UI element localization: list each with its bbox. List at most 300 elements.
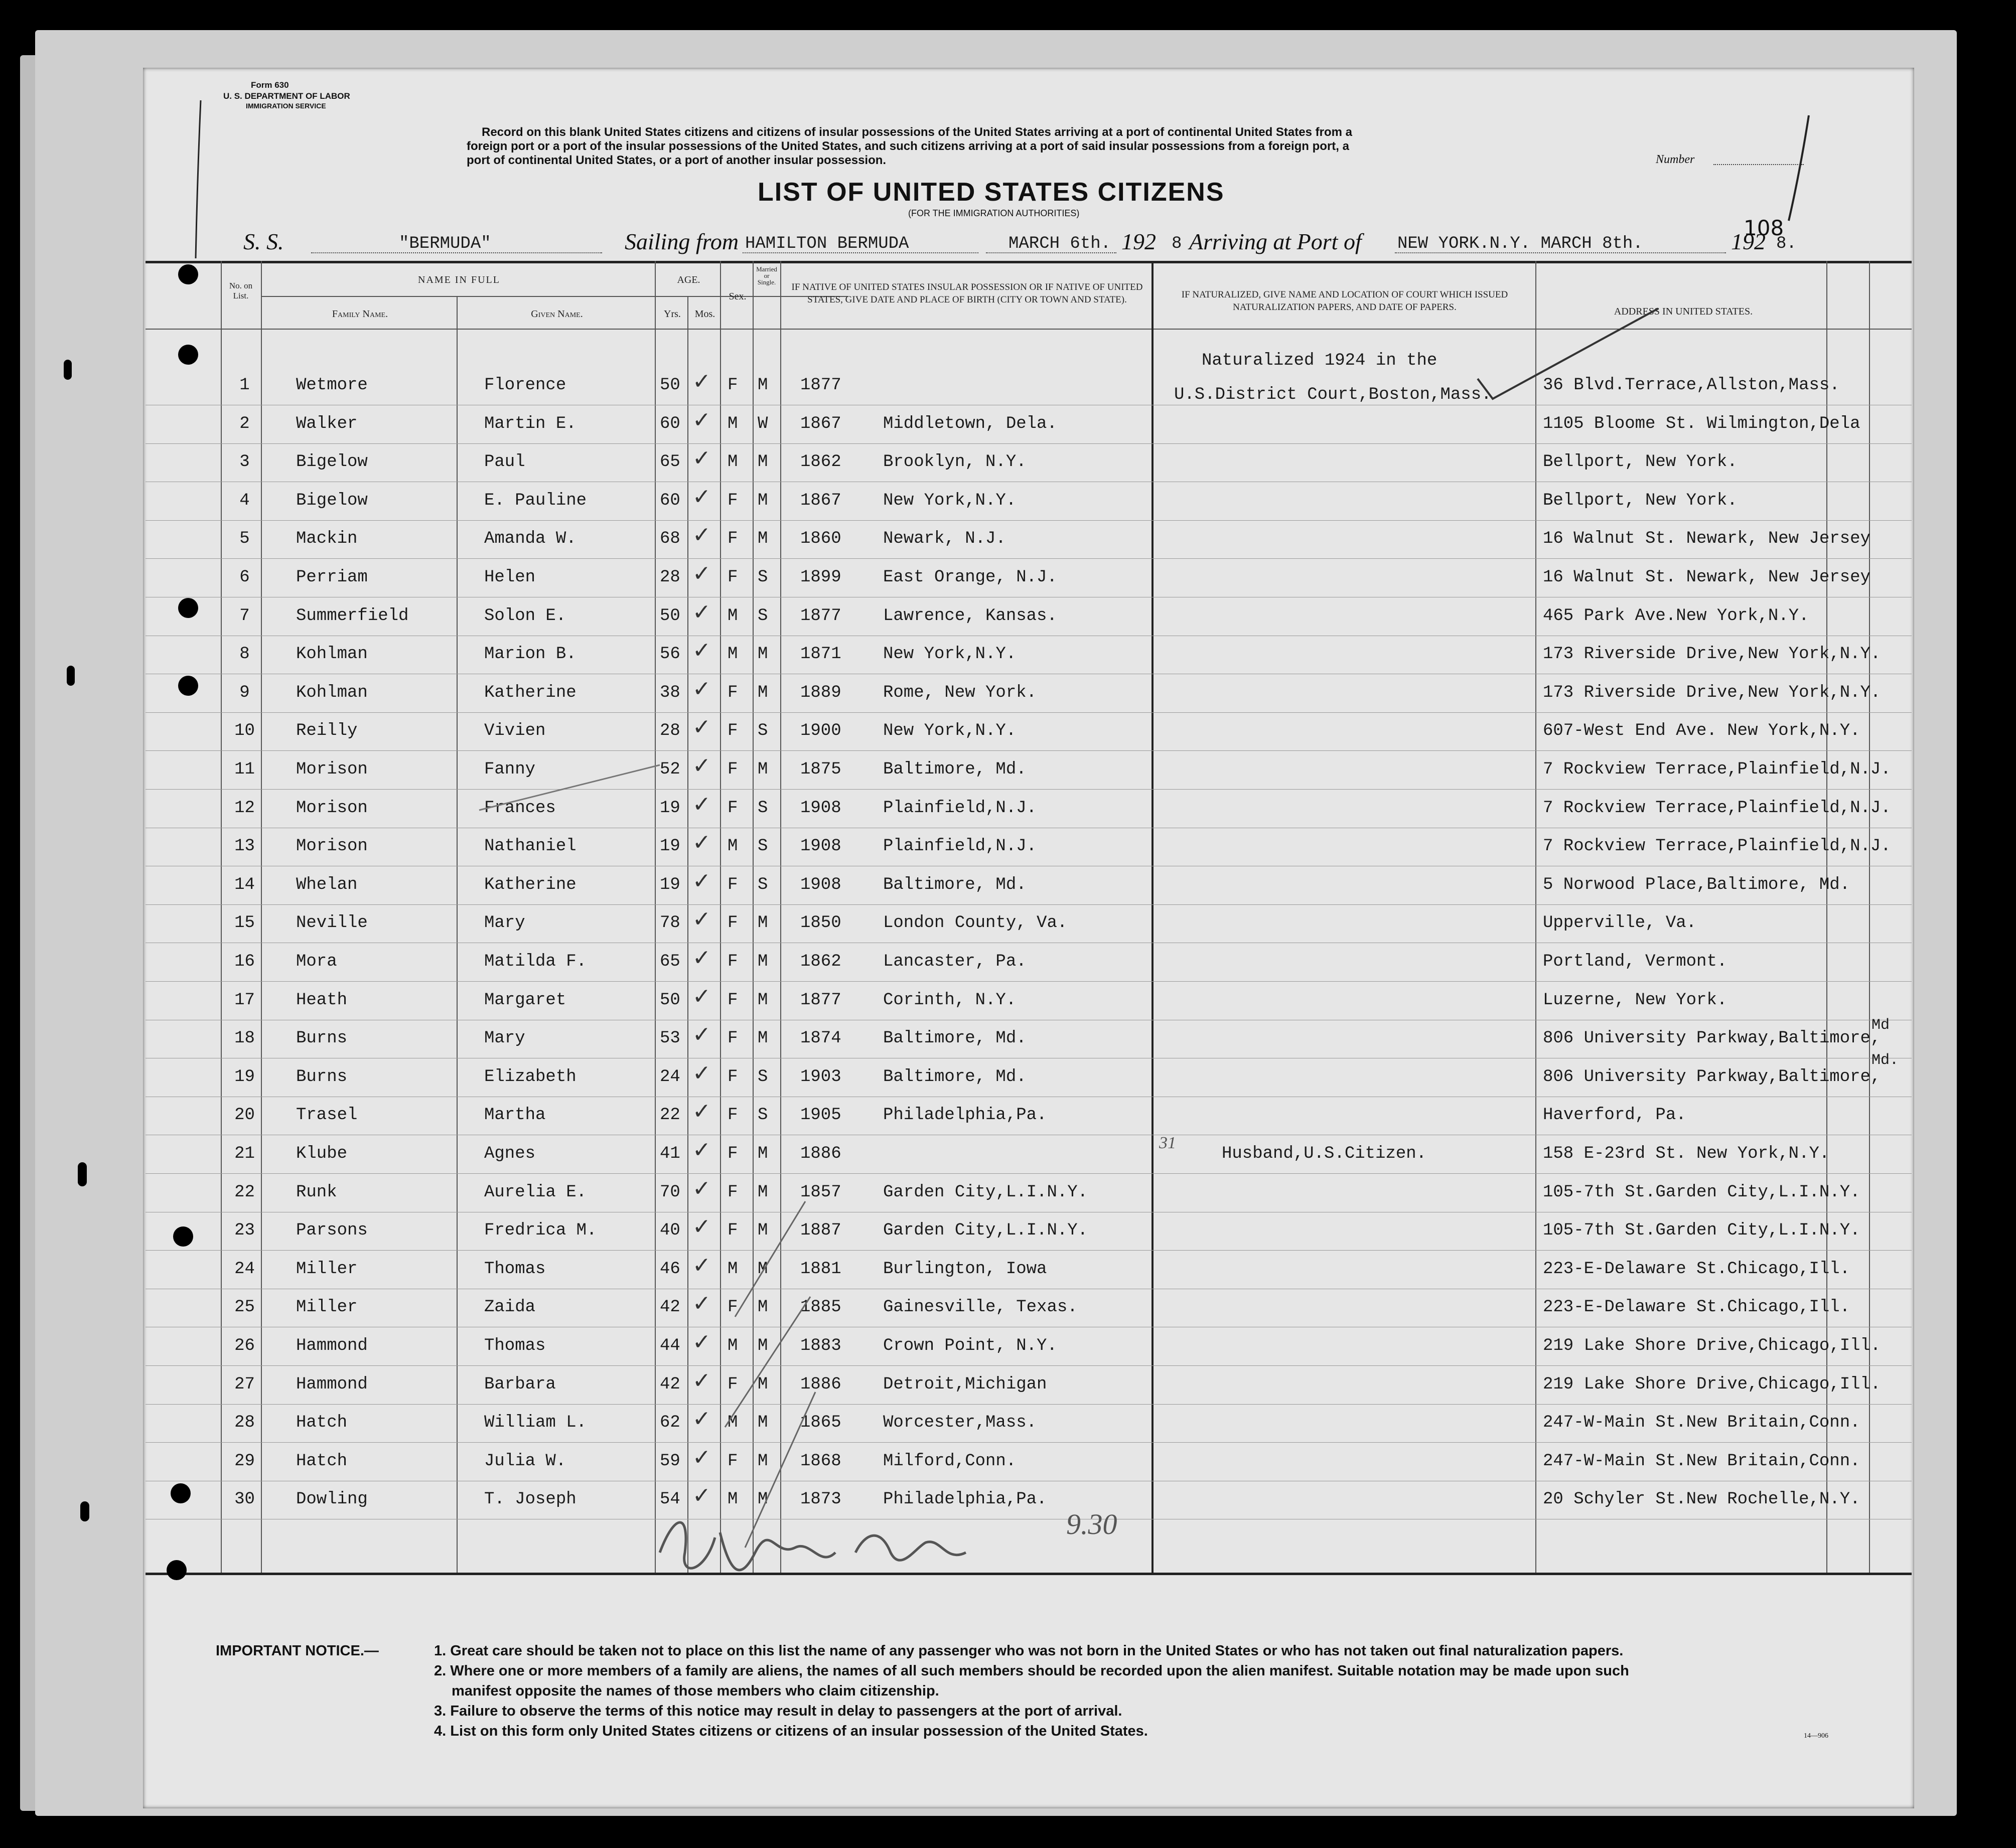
age-years: 19 <box>660 837 680 856</box>
address: 7 Rockview Terrace,Plainfield,N.J. <box>1543 837 1891 856</box>
family-name: Trasel <box>296 1106 358 1125</box>
address: 465 Park Ave.New York,N.Y. <box>1543 606 1809 626</box>
given-name: Julia W. <box>484 1451 566 1471</box>
family-name: Hammond <box>296 1336 368 1355</box>
sex: F <box>728 875 738 894</box>
given-name: Margaret <box>484 990 566 1010</box>
check-mark <box>1473 303 1663 404</box>
birth-year: 1867 <box>800 414 841 433</box>
sex: M <box>728 645 738 664</box>
sailing-date: MARCH 6th. <box>1009 234 1111 253</box>
birth-year: 1908 <box>800 837 841 856</box>
sex: F <box>728 1029 738 1048</box>
birth-place: Middletown, Dela. <box>883 414 1057 433</box>
address: 1105 Bloome St. Wilmington,Dela <box>1543 414 1860 433</box>
row-rule <box>146 520 1912 521</box>
table-row <box>143 1406 1914 1445</box>
address: 219 Lake Shore Drive,Chicago,Ill. <box>1543 1336 1881 1355</box>
sex: F <box>728 1106 738 1125</box>
marital-status: M <box>758 491 768 510</box>
table-row <box>143 830 1914 868</box>
marital-status: M <box>758 990 768 1010</box>
address: Bellport, New York. <box>1543 452 1738 472</box>
row-number: 26 <box>234 1336 255 1355</box>
age-years: 41 <box>660 1144 680 1163</box>
given-name: Mary <box>484 1029 525 1048</box>
birth-place: Philadelphia,Pa. <box>883 1490 1047 1509</box>
arriving-label: Arriving at Port of <box>1189 229 1362 254</box>
marital-status: M <box>758 645 768 664</box>
given-name: Fredrica M. <box>484 1221 597 1241</box>
verification-check-icon: ✓ <box>692 1444 711 1470</box>
row-number: 20 <box>234 1106 255 1125</box>
age-years: 59 <box>660 1451 680 1471</box>
family-name: Mora <box>296 952 337 971</box>
address: Portland, Vermont. <box>1543 952 1727 971</box>
address: 16 Walnut St. Newark, New Jersey <box>1543 529 1870 549</box>
sex: F <box>728 1298 738 1317</box>
header-address: ADDRESS IN UNITED STATES. <box>1614 306 1753 317</box>
row-number: 24 <box>234 1259 255 1279</box>
table-row <box>143 868 1914 907</box>
address: 105-7th St.Garden City,L.I.N.Y. <box>1543 1221 1860 1241</box>
birth-place: Rome, New York. <box>883 683 1037 702</box>
sex: F <box>728 1451 738 1471</box>
sex: F <box>728 1221 738 1241</box>
birth-year: 1862 <box>800 952 841 971</box>
birth-year: 1908 <box>800 798 841 818</box>
verification-check-icon: ✓ <box>692 1367 711 1394</box>
address: 173 Riverside Drive,New York,N.Y. <box>1543 645 1881 664</box>
given-name: Katherine <box>484 683 577 702</box>
address: 219 Lake Shore Drive,Chicago,Ill. <box>1543 1374 1881 1394</box>
punch-hole <box>178 345 198 365</box>
marital-status: M <box>758 952 768 971</box>
sex: F <box>728 721 738 741</box>
family-name: Mackin <box>296 529 358 549</box>
birth-place: Brooklyn, N.Y. <box>883 452 1027 472</box>
sex: F <box>728 952 738 971</box>
age-years: 52 <box>660 760 680 779</box>
birth-year: 1877 <box>800 606 841 626</box>
verification-check-icon: ✓ <box>692 1252 711 1278</box>
verification-check-icon: ✓ <box>692 445 711 472</box>
family-name: Reilly <box>296 721 358 741</box>
given-name: Zaida <box>484 1298 536 1317</box>
verification-check-icon: ✓ <box>692 1099 711 1125</box>
header-birth: IF NATIVE OF UNITED STATES INSULAR POSSESSION OR IF NATIVE OF UNITED STATES, GIVE DATE AND PLACE OF BIRTH (CITY OR TOWN AND STATE). <box>791 282 1143 305</box>
sex: F <box>728 1374 738 1394</box>
address: 20 Schyler St.New Rochelle,N.Y. <box>1543 1490 1860 1509</box>
row-number: 25 <box>234 1298 255 1317</box>
table-row <box>143 792 1914 830</box>
family-name: Perriam <box>296 568 368 587</box>
verification-check-icon: ✓ <box>692 561 711 586</box>
given-name: Vivien <box>484 721 546 741</box>
given-name: Helen <box>484 568 536 587</box>
table-row <box>143 484 1914 523</box>
birth-year: 1881 <box>800 1259 841 1279</box>
punch-hole <box>171 1483 191 1503</box>
given-name: Paul <box>484 452 525 472</box>
birth-place: East Orange, N.J. <box>883 568 1057 587</box>
address: 7 Rockview Terrace,Plainfield,N.J. <box>1543 760 1891 779</box>
table-row <box>143 984 1914 1022</box>
punch-hole <box>167 1560 187 1580</box>
birth-place: New York,N.Y. <box>883 721 1017 741</box>
age-years: 65 <box>660 952 680 971</box>
sex: M <box>728 1413 738 1433</box>
family-name: Bigelow <box>296 491 368 510</box>
punch-hole <box>78 1162 87 1186</box>
age-years: 50 <box>660 606 680 626</box>
row-number: 13 <box>234 837 255 856</box>
age-years: 60 <box>660 491 680 510</box>
notice-item-2b: manifest opposite the names of those members who claim citizenship. <box>452 1683 939 1699</box>
header-mos: Mos. <box>694 309 715 320</box>
given-name: Elizabeth <box>484 1067 577 1087</box>
year-prefix: 192 <box>1121 229 1156 254</box>
row-number: 4 <box>239 491 250 510</box>
age-years: 70 <box>660 1182 680 1202</box>
address: Upperville, Va. <box>1543 913 1697 933</box>
sex: M <box>728 1259 738 1279</box>
row-number: 5 <box>239 529 250 549</box>
manifest-page <box>143 68 1914 1808</box>
family-name: Hatch <box>296 1413 348 1433</box>
given-name: Fanny <box>484 760 536 779</box>
sex: F <box>728 1144 738 1163</box>
family-name: Burns <box>296 1067 348 1087</box>
birth-year: 1899 <box>800 568 841 587</box>
given-name: Nathaniel <box>484 837 577 856</box>
md-note-2: Md. <box>1871 1052 1899 1069</box>
birth-year: 1886 <box>800 1374 841 1394</box>
birth-place: Worcester,Mass. <box>883 1413 1037 1433</box>
sex: F <box>728 760 738 779</box>
given-name: Thomas <box>484 1259 546 1279</box>
address: 158 E-23rd St. New York,N.Y. <box>1543 1144 1830 1163</box>
family-name: Kohlman <box>296 645 368 664</box>
birth-place: Milford,Conn. <box>883 1451 1017 1471</box>
row-number: 18 <box>234 1029 255 1048</box>
marital-status: S <box>758 837 768 856</box>
table-row <box>143 945 1914 984</box>
header-family-name: Family Name. <box>332 309 388 320</box>
birth-year: 1905 <box>800 1106 841 1125</box>
birth-place: Burlington, Iowa <box>883 1259 1047 1279</box>
age-years: 68 <box>660 529 680 549</box>
number-label: Number <box>1656 153 1695 166</box>
sex: F <box>728 1067 738 1087</box>
age-years: 53 <box>660 1029 680 1048</box>
row-number: 14 <box>234 875 255 894</box>
marital-status: M <box>758 1374 768 1394</box>
birth-place: Gainesville, Texas. <box>883 1298 1078 1317</box>
birth-year: 1908 <box>800 875 841 894</box>
address: Haverford, Pa. <box>1543 1106 1686 1125</box>
pen-stroke <box>1784 113 1814 223</box>
address: 173 Riverside Drive,New York,N.Y. <box>1543 683 1881 702</box>
notice-item-2a: 2. Where one or more members of a family are aliens, the names of all such members should be recorded upon the alien manifest. Suitable notation may be made upon such <box>434 1663 1629 1679</box>
notice-item-3: 3. Failure to observe the terms of this notice may result in delay to passengers at the port of arrival. <box>434 1703 1122 1719</box>
header-given-name: Given Name. <box>531 309 583 320</box>
address: 16 Walnut St. Newark, New Jersey <box>1543 568 1870 587</box>
marital-status: M <box>758 913 768 933</box>
marital-status: M <box>758 1298 768 1317</box>
family-name: Morison <box>296 798 368 818</box>
marital-status: M <box>758 1413 768 1433</box>
birth-place: Plainfield,N.J. <box>883 798 1037 818</box>
family-name: Kohlman <box>296 683 368 702</box>
family-name: Miller <box>296 1259 358 1279</box>
header-married-single: Married or Single. <box>756 265 777 286</box>
address: 223-E-Delaware St.Chicago,Ill. <box>1543 1259 1850 1279</box>
md-note-1: Md <box>1871 1017 1890 1034</box>
address: 105-7th St.Garden City,L.I.N.Y. <box>1543 1182 1860 1202</box>
row-rule <box>146 1173 1912 1174</box>
given-name: Amanda W. <box>484 529 577 549</box>
row-number: 3 <box>239 452 250 472</box>
verification-check-icon: ✓ <box>692 830 711 856</box>
birth-place: Crown Point, N.Y. <box>883 1336 1057 1355</box>
verification-check-icon: ✓ <box>692 906 711 933</box>
table-row <box>143 1099 1914 1137</box>
marital-status: M <box>758 1336 768 1355</box>
header-naturalized: IF NATURALIZED, GIVE NAME AND LOCATION OF COURT WHICH ISSUED NATURALIZATION PAPERS, AND DATE OF PAPERS. <box>1181 289 1508 313</box>
sex: F <box>728 798 738 818</box>
marital-status: M <box>758 760 768 779</box>
punch-hole <box>80 1501 89 1521</box>
table-row <box>143 1445 1914 1483</box>
naturalized-note-line-2: U.S.District Court,Boston,Mass. <box>1174 385 1492 404</box>
birth-year: 1873 <box>800 1490 841 1509</box>
marital-status: S <box>758 875 768 894</box>
table-row <box>143 1368 1914 1407</box>
family-name: Bigelow <box>296 452 368 472</box>
birth-year: 1874 <box>800 1029 841 1048</box>
verification-check-icon: ✓ <box>692 599 711 625</box>
given-name: William L. <box>484 1413 587 1433</box>
intro-line-1: Record on this blank United States citizens and citizens of insular possessions of the United States arriving at a port of continental United States from a <box>482 125 1352 139</box>
row-number: 11 <box>234 760 255 779</box>
birth-year: 1886 <box>800 1144 841 1163</box>
marital-status: M <box>758 1451 768 1471</box>
birth-place: New York,N.Y. <box>883 645 1017 664</box>
page-title: LIST OF UNITED STATES CITIZENS <box>758 178 1225 207</box>
pencil-line <box>474 760 665 820</box>
verification-check-icon: ✓ <box>692 1175 711 1201</box>
age-years: 42 <box>660 1374 680 1394</box>
sailing-from: HAMILTON BERMUDA <box>745 234 909 253</box>
given-name: Martha <box>484 1106 546 1125</box>
birth-place: Garden City,L.I.N.Y. <box>883 1221 1088 1241</box>
given-name: T. Joseph <box>484 1490 577 1509</box>
row-number: 1 <box>239 376 250 395</box>
header-sex: Sex. <box>729 291 747 302</box>
marital-status: S <box>758 1106 768 1125</box>
verification-check-icon: ✓ <box>692 753 711 779</box>
birth-place: Corinth, N.Y. <box>883 990 1017 1010</box>
birth-year: 1867 <box>800 491 841 510</box>
given-name: Solon E. <box>484 606 566 626</box>
birth-year: 1889 <box>800 683 841 702</box>
marital-status: M <box>758 1221 768 1241</box>
notice-item-4: 4. List on this form only United States citizens or citizens of an insular possession of the United States. <box>434 1723 1148 1739</box>
marital-status: M <box>758 452 768 472</box>
table-row <box>143 1253 1914 1291</box>
birth-place: Philadelphia,Pa. <box>883 1106 1047 1125</box>
row-rule <box>146 1250 1912 1251</box>
given-name: Martin E. <box>484 414 577 433</box>
given-name: Mary <box>484 913 525 933</box>
marital-status: M <box>758 683 768 702</box>
table-top-border <box>146 261 1912 263</box>
birth-place: Plainfield,N.J. <box>883 837 1037 856</box>
punch-hole <box>64 360 72 380</box>
given-name: Thomas <box>484 1336 546 1355</box>
row-number: 29 <box>234 1451 255 1471</box>
birth-place: Lancaster, Pa. <box>883 952 1027 971</box>
verification-check-icon: ✓ <box>692 1060 711 1086</box>
birth-year: 1900 <box>800 721 841 741</box>
table-row <box>143 1214 1914 1253</box>
family-name: Neville <box>296 913 368 933</box>
family-name: Heath <box>296 990 348 1010</box>
row-rule <box>146 981 1912 982</box>
birth-year: 1868 <box>800 1451 841 1471</box>
sex: M <box>728 1490 738 1509</box>
punch-hole <box>67 666 75 686</box>
family-name: Hammond <box>296 1374 368 1394</box>
birth-place: Baltimore, Md. <box>883 875 1027 894</box>
age-years: 50 <box>660 376 680 395</box>
address: 5 Norwood Place,Baltimore, Md. <box>1543 875 1850 894</box>
verification-check-icon: ✓ <box>692 983 711 1009</box>
birth-year: 1850 <box>800 913 841 933</box>
row-rule <box>146 750 1912 751</box>
row-number: 28 <box>234 1413 255 1433</box>
birth-year: 1857 <box>800 1182 841 1202</box>
header-name-in-full: NAME IN FULL <box>418 274 500 285</box>
row-number: 16 <box>234 952 255 971</box>
family-name: Klube <box>296 1144 348 1163</box>
marital-status: M <box>758 1182 768 1202</box>
birth-year: 1885 <box>800 1298 841 1317</box>
verification-check-icon: ✓ <box>692 791 711 817</box>
sex: F <box>728 683 738 702</box>
age-years: 62 <box>660 1413 680 1433</box>
row-number: 2 <box>239 414 250 433</box>
marital-status: S <box>758 721 768 741</box>
row-number: 30 <box>234 1490 255 1509</box>
page-subtitle: (FOR THE IMMIGRATION AUTHORITIES) <box>908 208 1080 218</box>
marital-status: W <box>758 414 768 433</box>
table-row <box>143 676 1914 715</box>
given-name: Matilda F. <box>484 952 587 971</box>
punch-hole <box>178 264 198 284</box>
marital-status: M <box>758 529 768 549</box>
table-row <box>143 445 1914 484</box>
birth-year: 1865 <box>800 1413 841 1433</box>
age-years: 42 <box>660 1298 680 1317</box>
sex: M <box>728 1336 738 1355</box>
sex: F <box>728 491 738 510</box>
marital-status: S <box>758 606 768 626</box>
birth-year: 1877 <box>800 990 841 1010</box>
family-name: Wetmore <box>296 376 368 395</box>
table-row <box>143 714 1914 753</box>
verification-check-icon: ✓ <box>692 638 711 664</box>
given-name: Marion B. <box>484 645 577 664</box>
row-number: 9 <box>239 683 250 702</box>
birth-year: 1887 <box>800 1221 841 1241</box>
sex: F <box>728 990 738 1010</box>
marital-status: M <box>758 1144 768 1163</box>
family-name: Parsons <box>296 1221 368 1241</box>
verification-check-icon: ✓ <box>692 945 711 971</box>
verification-check-icon: ✓ <box>692 369 711 394</box>
family-name: Summerfield <box>296 606 409 626</box>
row-number: 23 <box>234 1221 255 1241</box>
given-name: Katherine <box>484 875 577 894</box>
year-digit: 8 <box>1172 234 1182 253</box>
sailing-label: Sailing from <box>625 229 739 254</box>
address: 806 University Parkway,Baltimore, <box>1543 1067 1881 1087</box>
table-row <box>143 407 1914 446</box>
row-rule <box>146 712 1912 713</box>
address: Luzerne, New York. <box>1543 990 1727 1010</box>
row-number: 7 <box>239 606 250 626</box>
row-rule <box>146 1365 1912 1366</box>
ship-name: "BERMUDA" <box>399 234 491 253</box>
age-years: 19 <box>660 798 680 818</box>
pencil-total: 9.30 <box>1066 1508 1117 1541</box>
family-name: Burns <box>296 1029 348 1048</box>
table-row <box>143 1022 1914 1060</box>
sex: M <box>728 606 738 626</box>
table-row <box>143 561 1914 599</box>
sex: M <box>728 452 738 472</box>
table-row <box>143 1176 1914 1214</box>
family-name: Dowling <box>296 1490 368 1509</box>
age-years: 60 <box>660 414 680 433</box>
birth-place: Baltimore, Md. <box>883 1067 1027 1087</box>
row-number: 8 <box>239 645 250 664</box>
verification-check-icon: ✓ <box>692 676 711 702</box>
name-age-subheader-line <box>261 296 848 297</box>
table-row <box>143 1329 1914 1368</box>
address: 806 University Parkway,Baltimore, <box>1543 1029 1881 1048</box>
age-years: 46 <box>660 1259 680 1279</box>
sex: M <box>728 414 738 433</box>
row-rule <box>146 443 1912 444</box>
birth-place: Lawrence, Kansas. <box>883 606 1057 626</box>
birth-year: 1877 <box>800 376 841 395</box>
page-number: 108 <box>1744 216 1784 240</box>
punch-hole <box>178 598 198 618</box>
sex: F <box>728 568 738 587</box>
table-row <box>143 1483 1914 1521</box>
marital-status: M <box>758 1029 768 1048</box>
row-number: 12 <box>234 798 255 818</box>
marital-status: S <box>758 798 768 818</box>
birth-year: 1862 <box>800 452 841 472</box>
table-bottom-border <box>146 1573 1912 1575</box>
birth-place: New York,N.Y. <box>883 491 1017 510</box>
row-rule <box>146 1404 1912 1405</box>
marital-status: S <box>758 1067 768 1087</box>
